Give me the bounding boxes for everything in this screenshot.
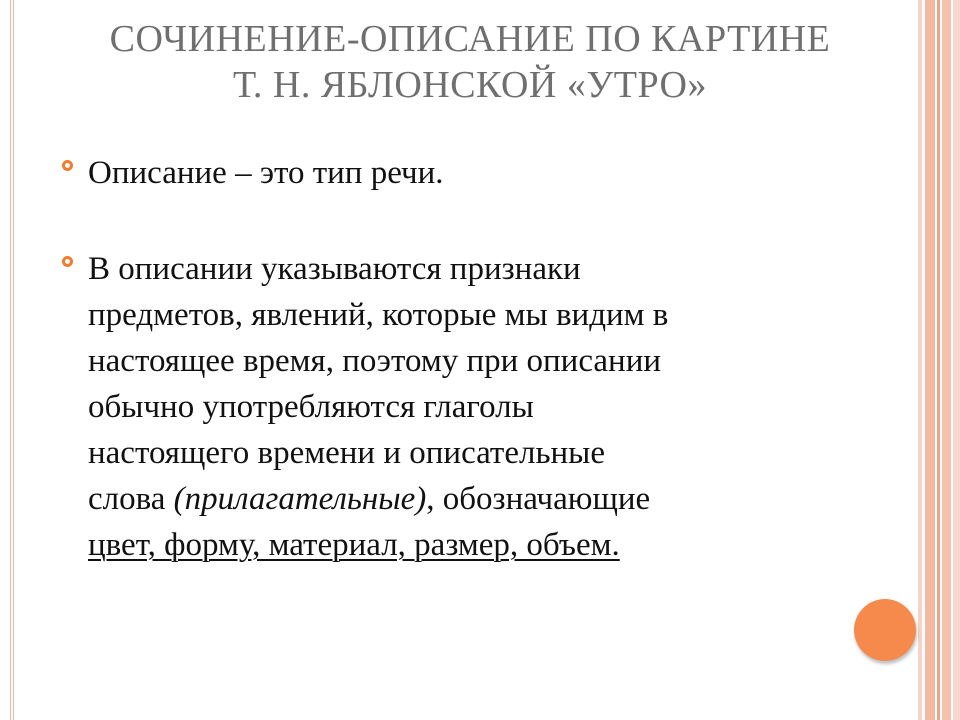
bullet-line: настоящее время, поэтому при описании [88,343,662,379]
bullet-item-2 [62,246,862,568]
italic-term: (прилагательные) [173,481,427,517]
bullet-line: настоящего времени и описательные [88,435,605,471]
underlined-list: цвет, форму, материал, размер, объем. [88,527,620,563]
bullet-text: Описание – это тип речи. [88,155,444,191]
line-prefix: слова [88,481,174,517]
stripe [918,0,922,720]
content-body [62,150,862,568]
bullet-line: В описании указываются признаки [88,251,581,287]
bullet-line: обычно употребляются глаголы [88,389,534,425]
bullet-line [88,522,862,568]
left-border-decoration [10,0,14,720]
title-line-1: СОЧИНЕНИЕ-ОПИСАНИЕ ПО КАРТИНЕ [109,18,831,60]
bullet-line: предметов, явлений, которые мы видим в [88,297,669,333]
ring-bullet-icon [62,256,73,267]
right-stripes-decoration [918,0,960,720]
ring-bullet-icon [62,160,73,171]
stripe [942,0,951,720]
orange-circle-decoration [854,599,916,661]
stripe [953,0,960,720]
stripe [925,0,935,720]
title-line-2: Т. Н. ЯБЛОНСКОЙ «УТРО» [232,64,707,106]
line-suffix: , обозначающие [426,481,651,517]
slide-title [20,16,920,108]
bullet-line [88,476,862,522]
bullet-item-1 [62,150,862,196]
stripe [937,0,940,720]
